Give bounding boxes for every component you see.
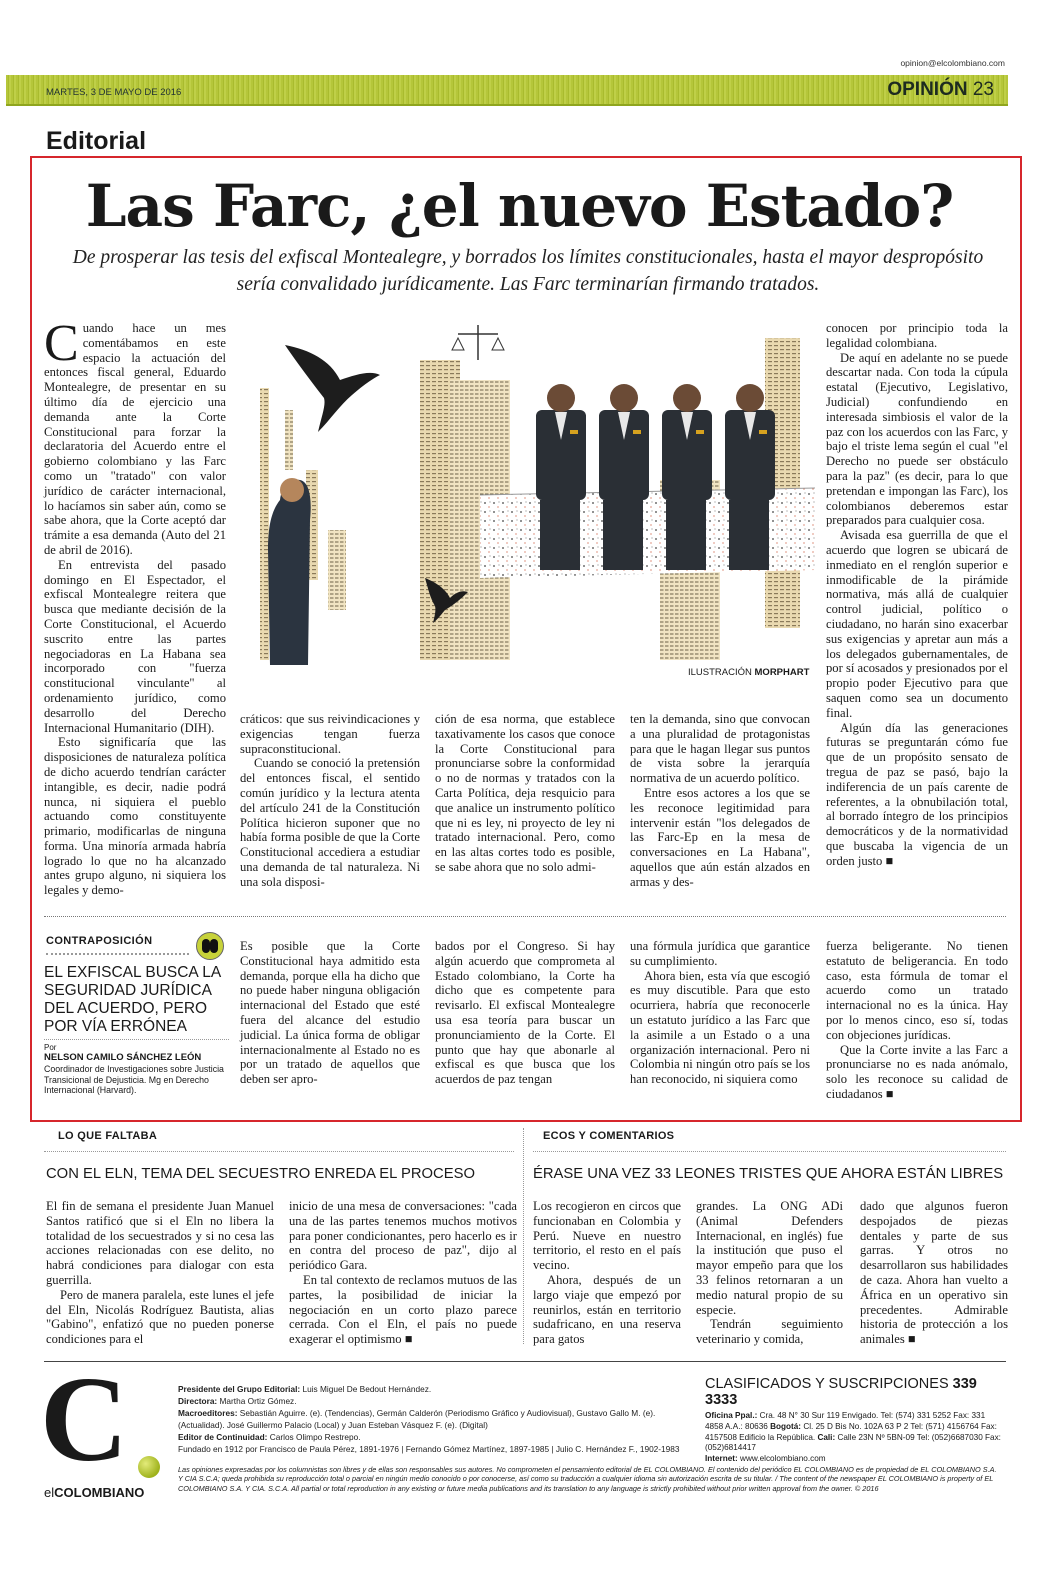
logo-dot-icon <box>138 1456 160 1478</box>
credit-value: Sebastián Aguirre. (e). (Tendencias), Germán Calderón (Periodismo Gráfico y Audiovisual), Gustavo Gallo M. (e). (Actualidad). José Guillermo Palacio (Local) y Juan Esteban Vásquez F. (e). (Digital) <box>178 1408 656 1430</box>
contraposicion-label: CONTRAPOSICIÓN <box>46 935 153 947</box>
ecos-column-2 <box>696 1199 843 1347</box>
credit-line <box>178 1395 698 1407</box>
byline-prefix: Por <box>44 1043 57 1052</box>
credit-value: Carlos Olimpo Restrepo. <box>269 1432 361 1442</box>
divider <box>44 1151 514 1152</box>
paragraph: grandes. La ONG ADi (Animal Defenders Internacional, en inglés) fue la institución que puso el mayor empeño para que los 33 felinos retornaran a un medio natural propio de su especie. <box>696 1199 843 1317</box>
paragraph: ten la demanda, sino que convocan a una pluralidad de protagonistas para que le hagan llegar sus puntos de vista sobre la jerarquía normativa de un acuerdo político. <box>630 712 810 786</box>
paragraph: Entre esos actores a los que se les reconoce legitimidad para intervenir están "los delegados de las Farc-Ep en la mesa de conversaciones en La Habana", aquellos que aún están alzados en armas y des- <box>630 785 810 889</box>
paragraph: inicio de una mesa de conversaciones: "cada una de las partes tenemos muchos motivos para poner condicionantes, pero hacerlo es ir en contra del proceso de paz", dijo al periódico Gara. <box>289 1199 517 1273</box>
paragraph-text: uando hace un mes comentábamos en este espacio la actuación del entonces fiscal general, Eduardo Montealegre, de presentar en su último día de ejercicio una demanda ante la Corte Constitucional para forzar la declaratoria del Acuerdo entre el gobierno colombiano y las Farc como un "tratado" con valor jurídico de carácter internacional, lo hacíamos sin saber aún, como se sabe ahora, que la Corte aceptó dar trámite a esa demanda (Auto del 21 de abril de 2016). <box>44 321 226 557</box>
issue-date: MARTES, 3 DE MAYO DE 2016 <box>46 87 182 98</box>
paragraph: Es posible que la Corte Constitucional haya admitido esta demanda, porque ella ha dicho que no puede haber ninguna obligación internacional del Estado que esté fuera del alcance del estudio judicial. La única forma de obligar internacionalmente al Estado no es por un tratado de aquellos que deben ser apro- <box>240 939 420 1087</box>
section-title <box>887 79 994 101</box>
divider <box>46 953 189 955</box>
author-description: Coordinador de Investigaciones sobre Justicia Transicional de Dejusticia. Mg en Derecho Internacional (Harvard). <box>44 1064 224 1095</box>
ecos-label: ECOS Y COMENTARIOS <box>543 1130 675 1142</box>
lo-que-faltaba-column-1 <box>46 1199 274 1347</box>
contraposicion-column-5 <box>826 939 1008 1102</box>
contact-label: Cali: <box>817 1432 836 1442</box>
classifieds-box <box>705 1376 1005 1465</box>
editorial-column-3 <box>435 712 615 875</box>
divider <box>44 1039 229 1040</box>
editorial-column-1 <box>44 315 226 898</box>
paragraph: Los recogieron en circos que funcionaban en Colombia y Perú. Nueve en nuestro territorio, el resto en el país vecino. <box>533 1199 681 1273</box>
contraposicion-title: EL EXFISCAL BUSCA LA SEGURIDAD JURÍDICA DEL ACUERDO, PERO POR VÍA ERRÓNEA <box>44 964 221 1035</box>
editorial-column-4 <box>630 712 810 890</box>
ecos-title: ÉRASE UNA VEZ 33 LEONES TRISTES QUE AHORA ESTÁN LIBRES <box>533 1166 1004 1182</box>
paragraph: En entrevista del pasado domingo en El Espectador, el exfiscal Montealegre reitera que busca que mediante decisión de la Corte Constitucional, el Acuerdo suscrito entre las partes negociadoras en La Habana sea incorporado con "fuerza constitucional vinculante" al ordenamiento jurídico, como desarrollo del Derecho Internacional Humanitario (DIH). <box>44 557 226 735</box>
paragraph: bados por el Congreso. Si hay algún acuerdo que comprometa al Estado colombiano, la Corte ha dicho que es competente para revisarlo. El exfiscal Montealegre usa esa teoría para buscar un pronunciamiento de la Corte. El punto que hay que abonarle al exfiscal es que busca que los acuerdos de paz tengan <box>435 939 615 1087</box>
editorial-column-2 <box>240 712 420 890</box>
credit-name: MORPHART <box>754 667 810 678</box>
paragraph: El fin de semana el presidente Juan Manuel Santos ratificó que si el Eln no libera la totalidad de los secuestrados y si no cesa las acciones relacionadas con ese delito, no habrá condiciones para dialogar con esta guerrilla. <box>46 1199 274 1287</box>
paragraph: En tal contexto de reclamos mutuos de las partes, la posibilidad de iniciar la negociación en un corto plazo parece cerrada. Con el Eln, el país no puede exagerar el optimismo ■ <box>289 1272 517 1347</box>
paragraph: Algún día las generaciones futuras se preguntarán cómo fue que de un propósito sensato de tregua de paz se pasó, bajo la indiferencia de un país carente de referentes, a la obnubilación total, al borrado íntegro de los principios democráticos y de la normatividad que buscaba la vigencia de un orden justo ■ <box>826 720 1008 868</box>
editorial-illustration <box>240 320 815 698</box>
paragraph: Avisada esa guerrilla de que el acuerdo que logren se ubicará de inmediato en el renglón superior e inmodificable de la pirámide normativa, más allá de cualquier control judicial, político o ciudadano, no harán sino exacerbar sus exigencias y apretar aun más a los delegados gubernamentales, de por sí acosados y presionados por el propio poder Ejecutivo para que saquen como sea un documento final. <box>826 528 1008 720</box>
logo-wordmark <box>44 1485 144 1500</box>
paragraph: ción de esa norma, que establece taxativamente los casos que conoce la Corte Constitucional para pronunciarse sobre la conformidad o no de normas y tratados con la Carta Política, deja resquicio para que analice un instrumento político que ni es ley, ni proyecto de ley ni tratado internacional. Pero, como en las altas cortes todo es posible, se sabe ahora que no solo admi- <box>435 712 615 874</box>
credit-label: Macroeditores: <box>178 1408 238 1418</box>
classifieds-contacts <box>705 1411 1005 1465</box>
ecos-column-1 <box>533 1199 681 1347</box>
illustration-image <box>240 320 815 698</box>
contact-value: Cra. 48 N° 30 Sur 119 Envigado. Tel: (574) 331 5252 Fax: 331 4858 A.A.: 80636 <box>705 1411 986 1431</box>
contraposicion-column-2 <box>240 939 420 1087</box>
paragraph: Ahora, después de un largo viaje que empezó por reunirlos, están en territorio sudafricano, en una reserva para gatos <box>533 1272 681 1347</box>
contact-label: Internet: <box>705 1454 738 1464</box>
paragraph: Cuando se conoció la pretensión del entonces fiscal, el sentido común jurídico y la lectura atenta del artículo 241 de la Constitución Política hicieron suponer que no había forma posible de que la Corte Constitucional accediera a estudiar una demanda de tal naturaleza. Ni una sola disposi- <box>240 756 420 889</box>
paragraph: una fórmula jurídica que garantice su cumplimiento. <box>630 939 810 968</box>
section-email[interactable]: opinion@elcolombiano.com <box>900 58 1005 68</box>
section-divider <box>44 916 1006 917</box>
section-name: OPINIÓN <box>887 79 968 100</box>
legal-disclaimer: Las opiniones expresadas por los columnistas son libres y de ellas son responsables sus autores. No comprometen el pensamiento editorial de EL COLOMBIANO. El contenido del periódico EL COLOMBIANO es de propiedad de EL COLOMBIANO S.A. Y CIA S.C.A; queda prohibida su reproducción total o parcial en ningún medio conocido o por conocerse, así como su traducción a cualquier idioma sin autorización escrita de su titular. / The content of the newspaper EL COLOMBIANO is property of EL COLOMBIANO S.A. Y CIA. S.C.A. All partial or total reproduction in any existing or future media publications and its translation to any language is strictly prohibited without prior written approval from the owner. © 2016 <box>178 1465 997 1493</box>
footer-divider <box>44 1361 1006 1362</box>
credit-line: Fundado en 1912 por Francisco de Paula Pérez, 1891-1976 | Fernando Gómez Martínez, 1897-1985 | Julio C. Hernández F., 1902-1983 <box>178 1444 680 1454</box>
credit-label: Directora: <box>178 1396 218 1406</box>
divider <box>533 1151 1006 1152</box>
logo-name: COLOMBIANO <box>54 1485 145 1500</box>
paragraph: fuerza beligerante. No tienen estatuto de beligerancia. En todo caso, esta fórmula de tomar el acuerdo como un tratado internacional no es la única. Hay por lo menos cinco, eso sí, todas con objeciones jurídicas. <box>826 939 1008 1042</box>
paragraph: dado que algunos fueron despojados de piezas dentales y parte de sus garras. Y otros no desarrollaron sus habilidades de caza. Ahora han vuelto a África en un operativo sin precedentes. Admirable historia de protección a los animales ■ <box>860 1199 1008 1347</box>
logo-letter: C <box>40 1352 129 1487</box>
contraposicion-icon <box>196 932 224 960</box>
paragraph: Pero de manera paralela, este lunes el jefe del Eln, Nicolás Rodríguez Bautista, alias "Gabino", enfatizó que no pueden ponerse condiciones para el <box>46 1287 274 1347</box>
author-name: NELSON CAMILO SÁNCHEZ LEÓN <box>44 1052 202 1063</box>
contraposicion-column-3 <box>435 939 615 1087</box>
lo-que-faltaba-column-2 <box>289 1199 517 1347</box>
credit-value: Luis Miguel De Bedout Hernández. <box>302 1384 432 1394</box>
classifieds-label: CLASIFICADOS Y SUSCRIPCIONES <box>705 1376 949 1392</box>
logo-el: el <box>44 1485 55 1500</box>
editorial-label: Editorial <box>46 127 147 155</box>
lo-que-faltaba-title: CON EL ELN, TEMA DEL SECUESTRO ENREDA EL PROCESO <box>46 1166 475 1182</box>
paragraph: conocen por principio toda la legalidad colombiana. <box>826 321 1008 350</box>
credit-prefix: ILUSTRACIÓN <box>688 667 752 678</box>
contact-label: Bogotá: <box>770 1421 802 1431</box>
classifieds-phone[interactable]: 339 3333 <box>705 1376 977 1408</box>
contact-value: Cl. 25 D Bis No. 102A 63 P 2 Tel: (571) 4156764 Fax: 4157508 Edificio la República. <box>705 1421 997 1442</box>
paragraph <box>44 315 226 558</box>
classifieds-title <box>705 1376 1005 1408</box>
paragraph: Tendrán seguimiento veterinario y comida, <box>696 1317 843 1347</box>
credit-line <box>178 1383 698 1395</box>
page-number: 23 <box>972 79 994 100</box>
credit-line <box>178 1431 698 1443</box>
lo-que-faltaba-label: LO QUE FALTABA <box>58 1130 158 1142</box>
contact-label: Oficina Ppal.: <box>705 1411 758 1420</box>
paragraph: Esto significaría que las disposiciones de naturaleza política de dicho acuerdo tendrían carácter intangible, es decir, nadie podrá nunca, ni siquiera el pueblo actuando como constituyente primario, modificarlas de ninguna forma. Una minoría armada habría logrado lo que no ha alcanzado antes grupo alguno, ni siquiera los legales y demo- <box>44 735 226 898</box>
website-link[interactable]: www.elcolombiano.com <box>740 1454 826 1464</box>
credit-value: Martha Ortiz Gómez. <box>219 1396 297 1406</box>
drop-cap: C <box>44 315 79 372</box>
editorial-column-5 <box>826 321 1008 868</box>
masthead-credits <box>178 1383 698 1455</box>
paragraph: De aquí en adelante no se puede descartar nada. Con toda la cúpula estatal (Ejecutivo, Legislativo, Judicial) confundiendo en interesada simbiosis el valor de la paz con los acuerdos con las Farc, y bajo el triste lema según el cual "el Derecho no puede ser obstáculo para la paz" (es decir, para lo que pretendan e impongan las Farc), los colombianos deberemos estar preparados para cualquier cosa. <box>826 350 1008 528</box>
credit-label: Editor de Continuidad: <box>178 1432 268 1442</box>
editorial-subhead: De prosperar las tesis del exfiscal Montealegre, y borrados los límites constitucionales, hasta el mayor despropósito sería convalidado jurídicamente. Las Farc terminarían firmando tratados. <box>72 247 984 295</box>
illustration-credit <box>688 667 809 678</box>
paragraph: cráticos: que sus reivindicaciones y exigencias tengan fuerza supraconstitucional. <box>240 712 420 756</box>
contraposicion-column-4 <box>630 939 810 1087</box>
credit-label: Presidente del Grupo Editorial: <box>178 1384 301 1394</box>
credit-line <box>178 1407 698 1431</box>
editorial-headline: Las Farc, ¿el nuevo Estado? <box>85 172 954 240</box>
contact-value: Calle 23N Nº 5BN-09 Tel: (052)6687030 Fax: (052)6814417 <box>705 1432 1001 1453</box>
paragraph: Que la Corte invite a las Farc a pronunciarse no es nada anómalo, solo les reconoce su calidad de ciudadanos ■ <box>826 1042 1008 1101</box>
ecos-column-3 <box>860 1199 1008 1347</box>
paragraph: Ahora bien, esta vía que escogió es muy discutible. Para que esto ocurriera, habría que reconocerle un estatuto jurídico a las Farc que la asimile a un Estado o a una organización internacional. Pero ni Colombia ni ningún otro país se los han reconocido, ni siquiera como <box>630 968 810 1087</box>
column-separator <box>523 1128 524 1344</box>
page-header-bar <box>6 75 1008 106</box>
